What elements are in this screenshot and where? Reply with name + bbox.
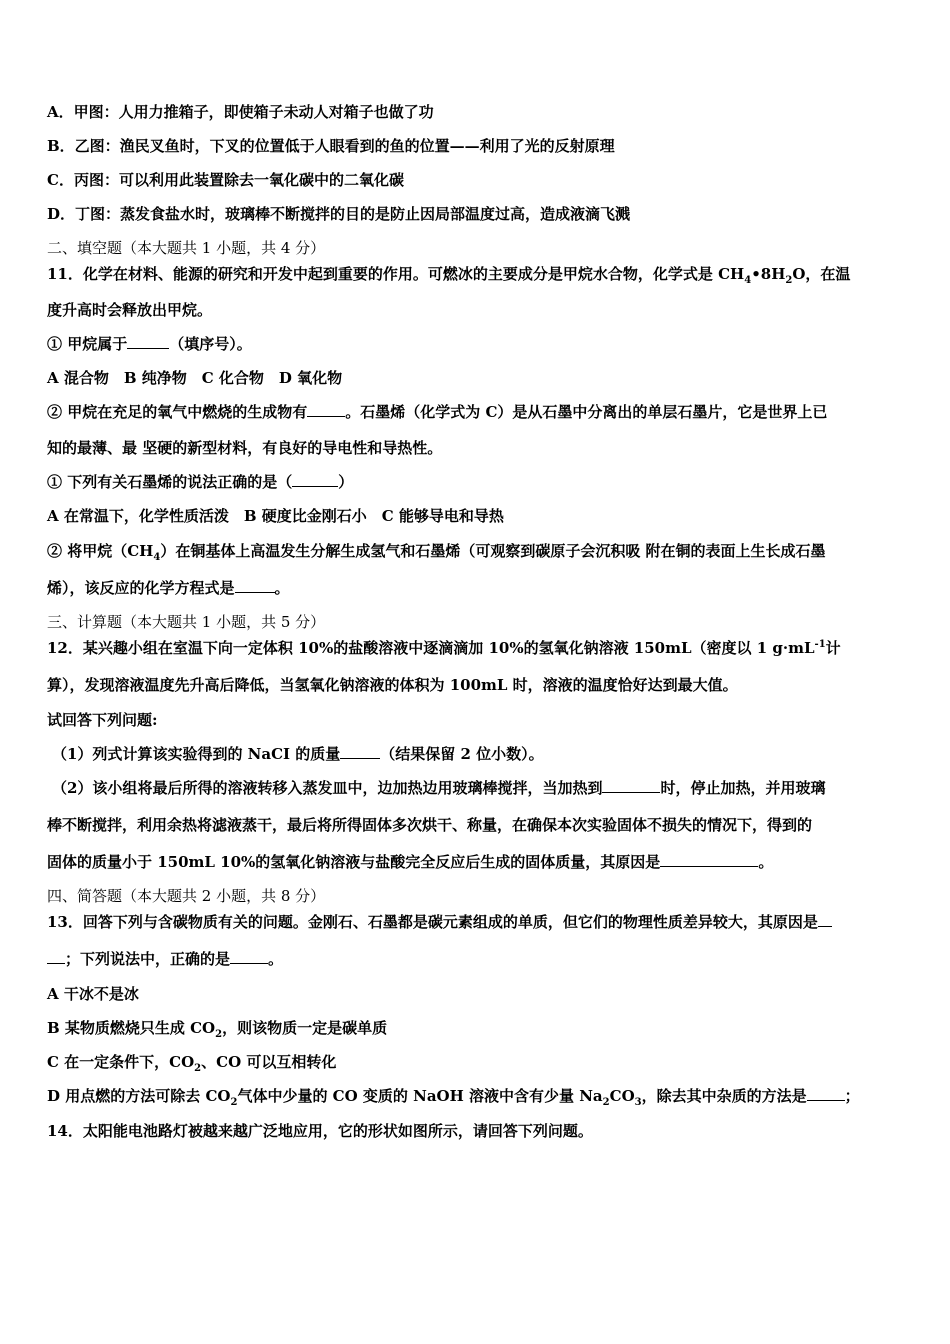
q11-part1: ① 甲烷属于 （填序号）。 — [47, 335, 252, 353]
answer-blank — [602, 778, 660, 793]
q13-option-c: C 在一定条件下，$CO_2$、CO 可以互相转化 — [47, 1053, 337, 1074]
option-c: C．丙图：可以利用此装置除去一氧化碳中的二氧化碳 — [47, 171, 404, 189]
option-a: A．甲图：人用力推箱子，即使箱子未动人对箱子也做了功 — [47, 103, 434, 121]
answer-blank — [340, 744, 380, 759]
q11-part2: ② 甲烷在充足的氧气中燃烧的生成物有 。石墨烯（化学式为 C）是从石墨中分离出的单层石墨片，它是世界上已 — [47, 403, 828, 421]
q12-line2: 算），发现溶液温度先升高后降低，当氢氧化钠溶液的体积为 100mL 时，溶液的温度恰好达到最大值。 — [47, 676, 738, 694]
answer-blank — [807, 1086, 845, 1101]
answer-blank — [127, 334, 169, 349]
q12-ask: 试回答下列问题: — [47, 711, 158, 729]
q11-part4: ② 将甲烷$(CH_4)$在铜基体上高温发生分解生成氢气和石墨烯（可观察到碳原子会沉积吸 附在铜的表面上生长成石墨 — [47, 542, 826, 563]
answer-blank — [47, 949, 65, 964]
q12-sub1: （1）列式计算该实验得到的 NaCI 的质量 （结果保留 2 位小数）。 — [52, 745, 544, 763]
q12-line1: 12．某兴趣小组在室温下向一定体积 10%的盐酸溶液中逐滴滴加 10%的氢氧化钠溶液 150mL（密度以 1 $g\cdot mL^{-1}$计 — [47, 639, 841, 657]
option-b: B．乙图：渔民叉鱼时，下叉的位置低于人眼看到的鱼的位置——利用了光的反射原理 — [47, 137, 615, 155]
answer-blank — [230, 949, 268, 964]
answer-blank — [660, 852, 758, 867]
section-heading-short-answer: 四、简答题（本大题共 2 小题，共 8 分） — [47, 887, 326, 905]
q11-choices1: A 混合物 B 纯净物 C 化合物 D 氧化物 — [47, 369, 343, 387]
answer-blank — [307, 402, 345, 417]
answer-blank — [818, 912, 832, 927]
q13-option-b: B 某物质燃烧只生成 $CO_2$，则该物质一定是碳单质 — [47, 1019, 388, 1040]
q12-sub2: （2）该小组将最后所得的溶液转移入蒸发皿中，边加热边用玻璃棒搅拌，当加热到 时，停止加热，并用玻璃 — [52, 779, 826, 797]
q12-sub2-line2: 棒不断搅拌，利用余热将滤液蒸干，最后将所得固体多次烘干、称量，在确保本次实验固体不损失的情况下，得到的 — [47, 816, 813, 834]
q13-line1: 13．回答下列与含碳物质有关的问题。金刚石、石墨都是碳元素组成的单质，但它们的物理性质差异较大，其原因是 — [47, 912, 910, 932]
q11-choices2: A 在常温下，化学性质活泼 B 硬度比金刚石小 C 能够导电和导热 — [47, 507, 504, 525]
option-d: D．丁图：蒸发食盐水时，玻璃棒不断搅拌的目的是防止因局部温度过高，造成液滴飞溅 — [47, 205, 631, 223]
q13-option-d: D 用点燃的方法可除去 $CO_2$气体中少量的 CO 变质的 NaOH 溶液中含有少量 $Na_2CO_3$，除去其中杂质的方法是 ； — [47, 1087, 860, 1108]
q11-part2-line2: 知的最薄、最 坚硬的新型材料，有良好的导电性和导热性。 — [47, 439, 443, 457]
section-heading-calculation: 三、计算题（本大题共 1 小题，共 5 分） — [47, 613, 326, 631]
q11-line1: 11．化学在材料、能源的研究和开发中起到重要的作用。可燃冰的主要成分是甲烷水合物，化学式是 $CH_4•8H_2O$，在温 — [47, 265, 851, 286]
section-heading-fill-in: 二、填空题（本大题共 1 小题，共 4 分） — [47, 239, 326, 257]
q11-part3: ① 下列有关石墨烯的说法正确的是（ ） — [47, 473, 354, 491]
q11-line2: 度升高时会释放出甲烷。 — [47, 301, 213, 319]
q12-sub2-line3: 固体的质量小于 150mL 10%的氢氧化钠溶液与盐酸完全反应后生成的固体质量，其原因是 。 — [47, 853, 774, 871]
answer-blank — [292, 472, 338, 487]
q11-part4-line2: 烯），该反应的化学方程式是 。 — [47, 579, 290, 597]
q13-line2: ；下列说法中，正确的是 。 — [47, 949, 910, 969]
q14-line1: 14．太阳能电池路灯被越来越广泛地应用，它的形状如图所示，请回答下列问题。 — [47, 1122, 593, 1140]
q13-option-a: A 干冰不是冰 — [47, 985, 139, 1003]
answer-blank — [235, 578, 275, 593]
